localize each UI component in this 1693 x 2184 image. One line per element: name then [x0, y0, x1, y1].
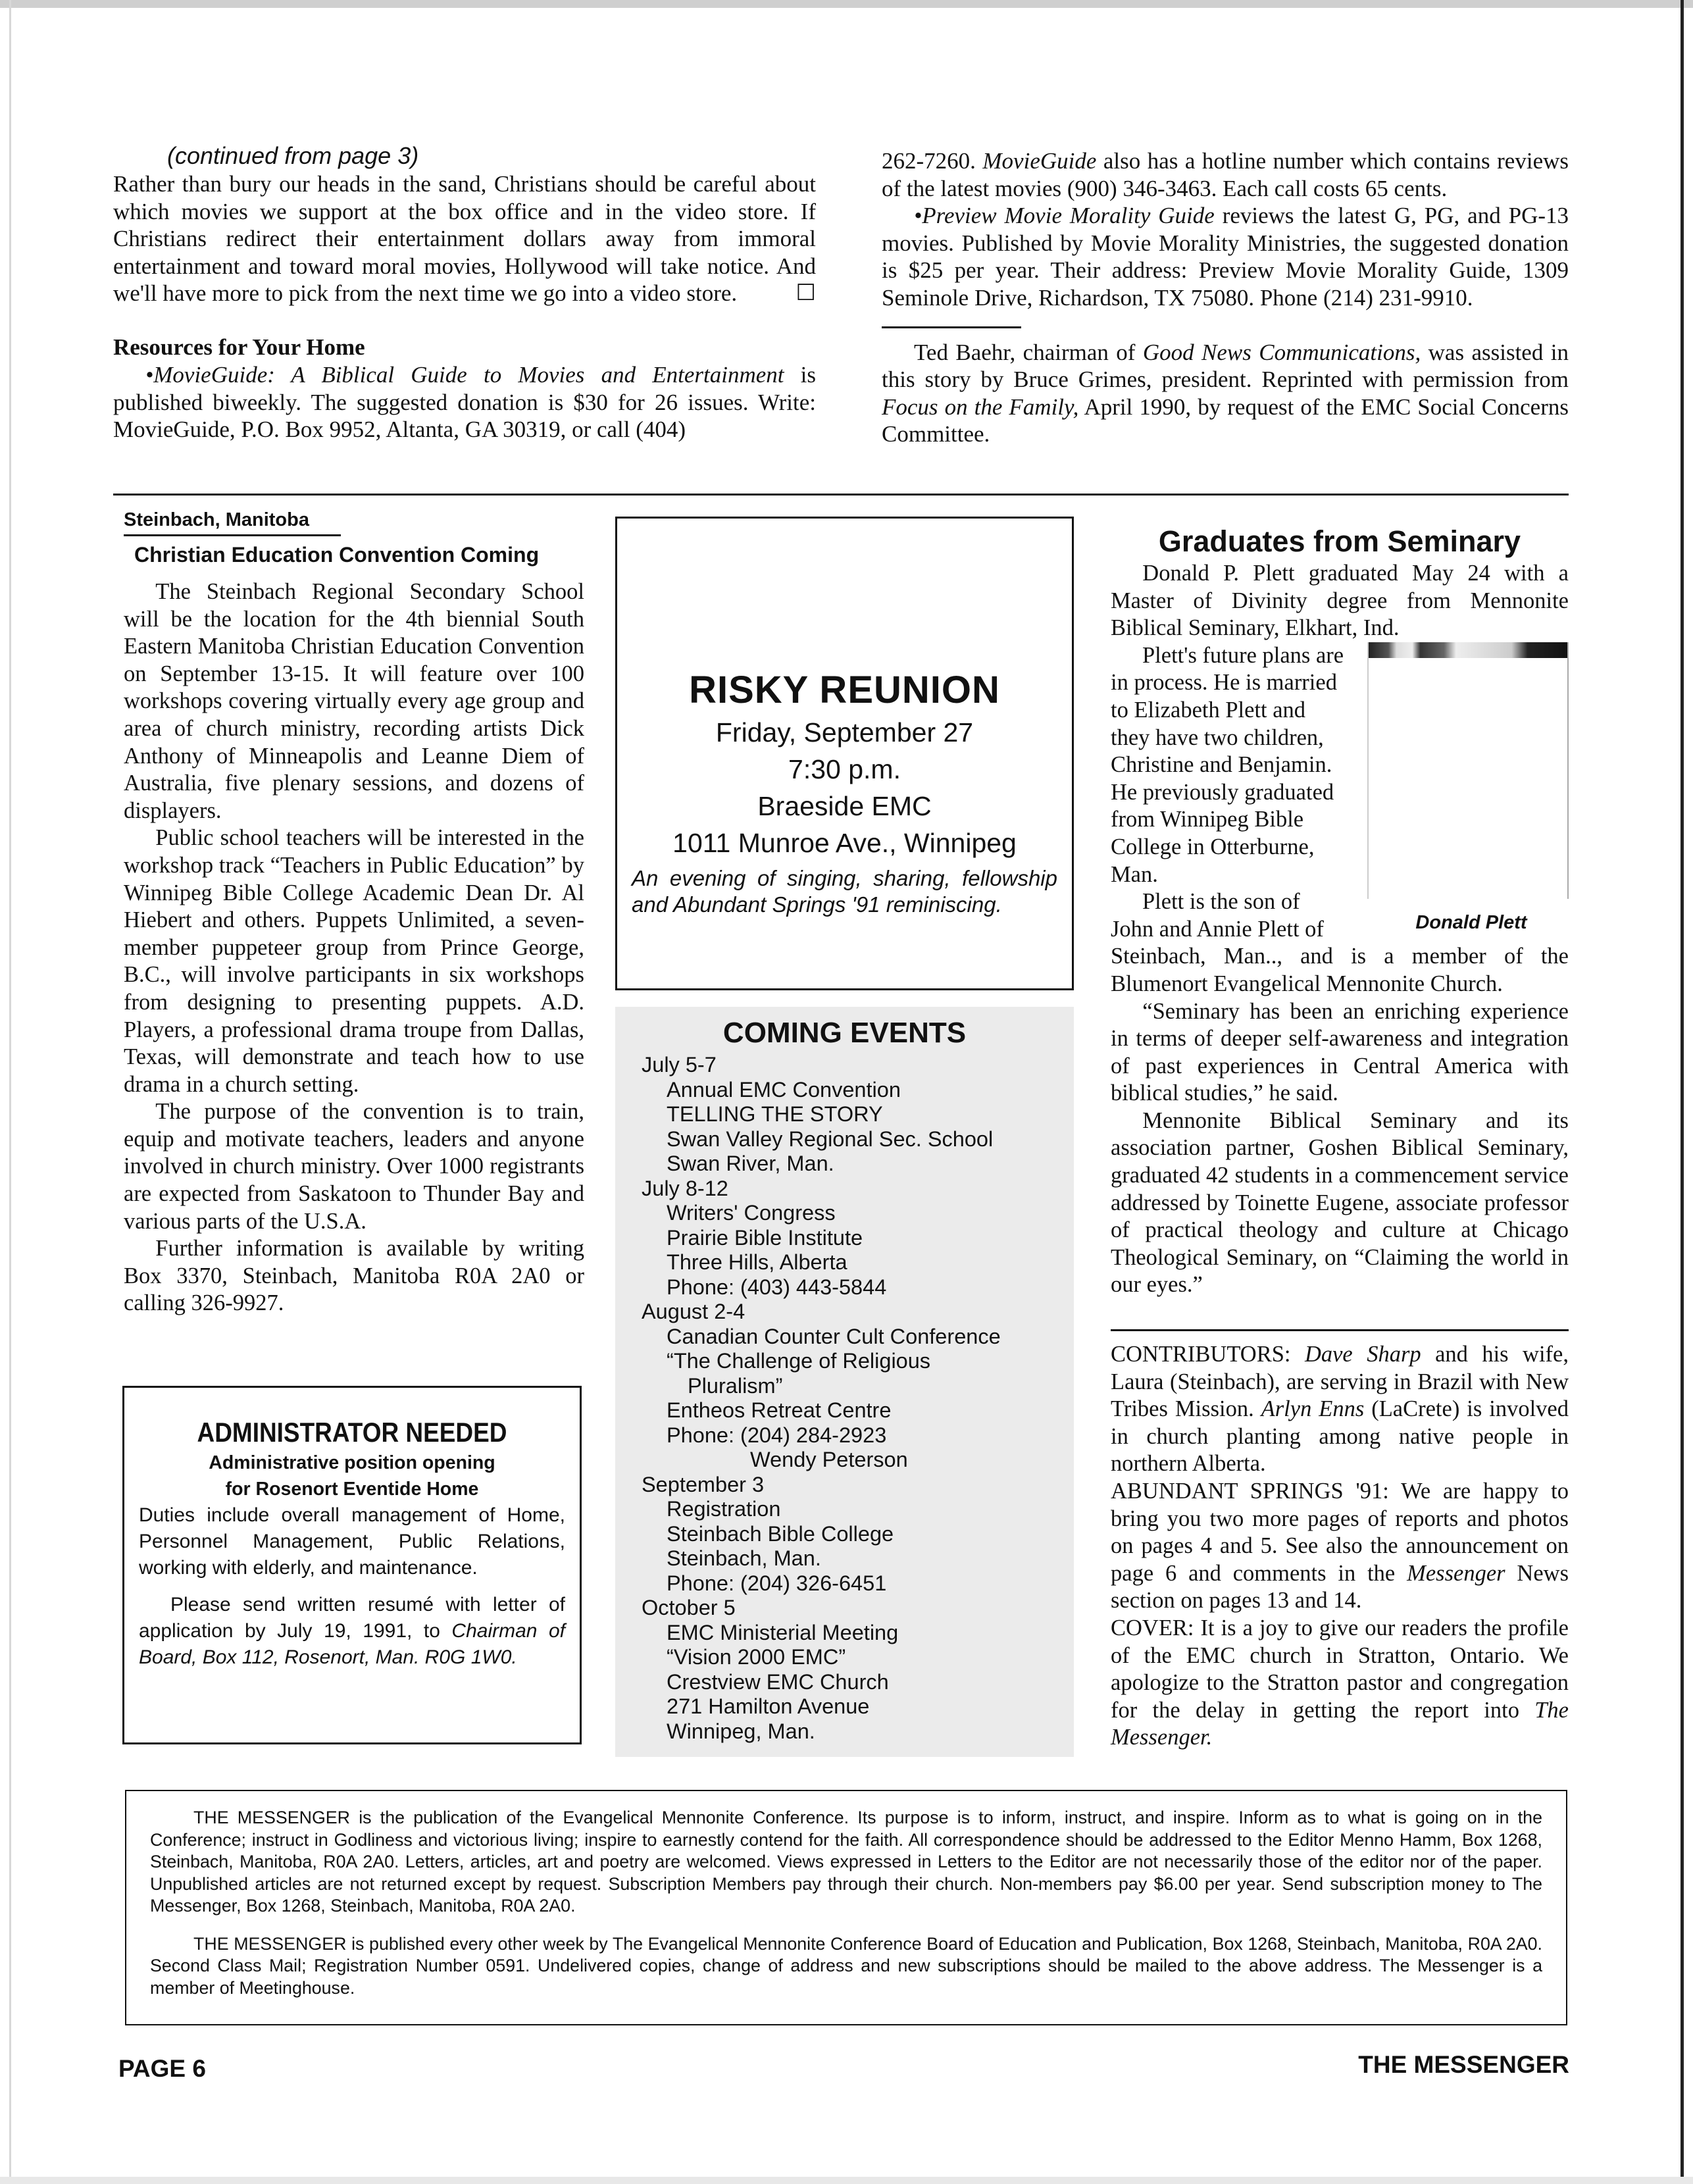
scan-right-edge	[1680, 0, 1684, 2184]
abundant-springs-paragraph: ABUNDANT SPRINGS '91: We are happy to bring you two more pages of reports and photos on pages 4 and 5. See also the announcement on page 6 and comments in the Messenger News section on pages 13 and 14.	[1111, 1478, 1569, 1613]
graduates-paragraph: Mennonite Biblical Seminary and its association partner, Goshen Biblical Seminary, graduated 42 students in a commencement service addressed by Toinette Eugene, associate professor of practical theology and culture at Chicago Theological Seminary, on “Claiming the world in our eyes.”	[1111, 1107, 1569, 1298]
graduates-paragraph: Steinbach, Man.., and is a member of the Blumenort Evangelical Mennonite Church.	[1111, 944, 1569, 996]
contributors-rule	[1111, 1329, 1569, 1331]
masthead-box	[125, 1790, 1567, 2025]
convention-body	[124, 578, 584, 1317]
event-date-line: July 5-7	[642, 1053, 717, 1077]
scan-top-edge	[0, 0, 1693, 8]
event-detail-line: Registration	[667, 1497, 781, 1521]
page-number: PAGE 6	[118, 2055, 206, 2082]
event-detail-line: Winnipeg, Man.	[667, 1719, 815, 1743]
event-time: 7:30 p.m.	[788, 754, 901, 784]
administrator-duties: Duties include overall management of Home, Personnel Management, Public Relations, working with elderly, and maintenance.	[139, 1504, 565, 1579]
masthead-paragraph: THE MESSENGER is published every other week by The Evangelical Mennonite Conference Board of Education and Publication, Box 1268, Steinbach, Manitoba, R0A 2A0. Second Class Mail; Registration Number 0591. Undelivered copies, change of address and new subscriptions should be mailed to the above address. The Messenger is a member of Meetinghouse.	[150, 1933, 1542, 1998]
risky-reunion-box	[615, 517, 1074, 990]
event-detail-line: Wendy Peterson	[750, 1448, 908, 1471]
event-detail-line: Crestview EMC Church	[667, 1669, 889, 1694]
event-date-line: October 5	[642, 1596, 736, 1619]
event-detail-line: Phone: (204) 326-6451	[667, 1571, 887, 1595]
event-detail-line: Swan River, Man.	[667, 1152, 834, 1175]
event-detail-line: Swan Valley Regional Sec. School	[667, 1127, 994, 1151]
photo-top-edge	[1369, 642, 1567, 658]
convention-paragraph: Further information is available by writing Box 3370, Steinbach, Manitoba R0A 2A0 or calling 326-9927.	[124, 1236, 584, 1316]
preview-guide-paragraph: •Preview Movie Morality Guide reviews the latest G, PG, and PG-13 movies. Published by Movie Morality Ministries, the suggested donation is $25 per year. Their address: Preview Movie Morality Guide, 1309 Seminole Drive, Richardson, TX 75080. Phone (214) 231-9910.	[882, 203, 1569, 311]
convention-paragraph: The Steinbach Regional Secondary School will be the location for the 4th biennial South Eastern Manitoba Christian Education Convention on September 13-15. It will feature over 100 workshops covering virtually every age group and area of church ministry, recording artists Dick Anthony of Minneapolis and Leanne Diem of Australia, five plenary sessions, and dozens of displayers.	[124, 579, 584, 823]
administrator-ad-box	[122, 1386, 582, 1744]
event-detail-line: TELLING THE STORY	[667, 1102, 883, 1126]
event-title: RISKY REUNION	[689, 669, 1000, 711]
donald-plett-photo	[1367, 642, 1569, 899]
event-detail-line: “Vision 2000 EMC”	[667, 1645, 846, 1669]
event-detail-line: Entheos Retreat Centre	[667, 1398, 892, 1422]
publication-name: THE MESSENGER	[1358, 2051, 1569, 2078]
movie-closing-paragraph: Rather than bury our heads in the sand, Christians should be careful about which movies we support at the box office and in the video store. If Christians redirect their entertainment dollars away from immoral entertainment and toward moral movies, Hollywood will take notice. And we'll have more to pick from the next time we go into a video store. ☐	[113, 171, 816, 307]
resources-heading: Resources for Your Home	[113, 334, 365, 360]
event-detail-line: Steinbach Bible College	[667, 1521, 894, 1546]
dateline-rule	[124, 534, 341, 536]
graduates-paragraph: Plett's future plans are in process. He is married to Elizabeth Plett and they have two children, Christine and Benjamin. He previously graduated from Winnipeg Bible College in Otterburne, Man. Plett is the son of John and Annie Plett of	[1111, 642, 1344, 942]
section-divider	[113, 494, 1569, 495]
graduates-article	[1111, 523, 1569, 1299]
convention-article	[124, 508, 584, 1317]
event-detail-line: Prairie Bible Institute	[667, 1225, 863, 1250]
event-detail-line: Steinbach, Man.	[667, 1546, 821, 1570]
administrator-title: ADMINISTRATOR NEEDED	[197, 1417, 507, 1448]
event-detail-line: “The Challenge of Religious	[667, 1349, 931, 1373]
movieguide-hotline-paragraph: 262-7260. MovieGuide also has a hotline number which contains reviews of the latest movies (900) 346-3463. Each call costs 65 cents.	[882, 148, 1569, 201]
event-detail-line: Annual EMC Convention	[667, 1077, 901, 1102]
resources-paragraph: •MovieGuide: A Biblical Guide to Movies and Entertainment is published biweekly. The suggested donation is $30 for 26 issues. Write: MovieGuide, P.O. Box 9952, Altanta, GA 30319, or call (404)	[113, 361, 816, 443]
event-date: Friday, September 27	[715, 717, 974, 748]
events-title: COMING EVENTS	[722, 1017, 967, 1049]
graduates-body	[1111, 943, 1569, 1299]
end-mark-icon: ☐	[796, 280, 816, 307]
event-detail-line: Phone: (403) 443-5844	[667, 1275, 887, 1299]
event-detail-line: Writers' Congress	[667, 1201, 836, 1225]
scan-bottom-edge	[0, 2177, 1693, 2184]
administrator-subtitle: Administrative position opening	[209, 1452, 495, 1473]
contributors-paragraph: CONTRIBUTORS: Dave Sharp and his wife, Laura (Steinbach), are serving in Brazil with New Tribes Mission. Arlyn Enns (LaCrete) is involved in church planting among native people in northern Alberta.	[1111, 1342, 1569, 1477]
event-address: 1011 Munroe Ave., Winnipeg	[672, 828, 1017, 858]
scan-left-edge	[9, 0, 11, 2184]
event-date-line: August 2-4	[642, 1300, 745, 1323]
graduates-headline: Graduates from Seminary	[1158, 524, 1521, 558]
event-detail-line: EMC Ministerial Meeting	[667, 1620, 899, 1644]
masthead-paragraph: THE MESSENGER is the publication of the Evangelical Mennonite Conference. Its purpose is to inform, instruct, and inspire. Inform as to what is going on in the Conference; instruct in Godliness and victorious living; inspire to earnestly contend for the faith. All correspondence should be addressed to the Editor Menno Hamm, Box 1268, Steinbach, Manitoba, R0A 2A0. Letters, articles, art and poetry are welcomed. Views expressed in Letters to the Editor are not necessarily those of the editor nor of the paper. Unpublished articles are not returned except by request. Subscription Members pay through their church. Non-members pay $6.00 per year. Send subscription money to The Messenger, Box 1268, Steinbach, Manitoba, R0A 2A0.	[150, 1808, 1542, 1916]
credit-rule	[882, 326, 1021, 328]
coming-events-panel	[615, 1007, 1074, 1757]
event-detail-line: Phone: (204) 284-2923	[667, 1423, 887, 1447]
event-description: An evening of singing, sharing, fellowship and Abundant Springs '91 reminiscing.	[632, 866, 1057, 917]
events-list	[642, 1053, 1067, 1744]
event-detail-line: Three Hills, Alberta	[667, 1250, 847, 1274]
cover-paragraph: COVER: It is a joy to give our readers the profile of the EMC church in Stratton, Ontario. We apologize to the Stratton pastor and congregation for the delay in getting the report into The Messenger.	[1111, 1615, 1569, 1750]
event-date-line: September 3	[642, 1472, 765, 1496]
convention-headline: Christian Education Convention Coming	[134, 543, 540, 567]
top-right-column	[882, 147, 1569, 448]
convention-paragraph: The purpose of the convention is to train, equip and motivate teachers, leaders and anyone involved in church ministry. Over 1000 registrants are expected from Saskatoon to Thunder Bay and various parts of the U.S.A.	[124, 1099, 584, 1234]
continued-note: (continued from page 3)	[167, 142, 419, 169]
administrator-subtitle: for Rosenort Eventide Home	[225, 1479, 479, 1500]
event-date-line: July 8-12	[642, 1176, 728, 1200]
administrator-apply: Please send written resumé with letter of application by July 19, 1991, to Chairman of Board, Box 112, Rosenort, Man. R0G 1W0.	[139, 1594, 565, 1668]
photo-caption: Donald Plett	[1415, 911, 1527, 933]
graduates-photo-wrap	[1111, 642, 1569, 944]
event-detail-line: Pluralism”	[688, 1373, 783, 1398]
event-detail-line: 271 Hamilton Avenue	[667, 1694, 870, 1718]
graduates-paragraph: Donald P. Plett graduated May 24 with a Master of Divinity degree from Mennonite Biblical Seminary, Elkhart, Ind.	[1111, 561, 1569, 641]
event-detail-line: Canadian Counter Cult Conference	[667, 1324, 1001, 1348]
top-left-column	[113, 141, 816, 444]
dateline: Steinbach, Manitoba	[124, 509, 309, 530]
contributors-notes	[1111, 1341, 1569, 1752]
event-venue: Braeside EMC	[757, 791, 932, 821]
convention-paragraph: Public school teachers will be interested in the workshop track “Teachers in Public Education” by Winnipeg Bible College Academic Dean Dr. Al Hiebert and others. Puppets Unlimited, a seven-member puppeteer group from Prince George, B.C., will involve participants in six workshops from designing to presenting puppets. A.D. Players, a professional drama troupe from Dallas, Texas, will demonstrate and teach how to use drama in a church setting.	[124, 825, 584, 1097]
graduates-paragraph: “Seminary has been an enriching experience in terms of deeper self-awareness and integration of past experiences in Central America with biblical studies,” he said.	[1111, 998, 1569, 1106]
author-credit: Ted Baehr, chairman of Good News Communications, was assisted in this story by Bruce Grimes, president. Reprinted with permission from Focus on the Family, April 1990, by request of the EMC Social Concerns Committee.	[882, 339, 1569, 447]
